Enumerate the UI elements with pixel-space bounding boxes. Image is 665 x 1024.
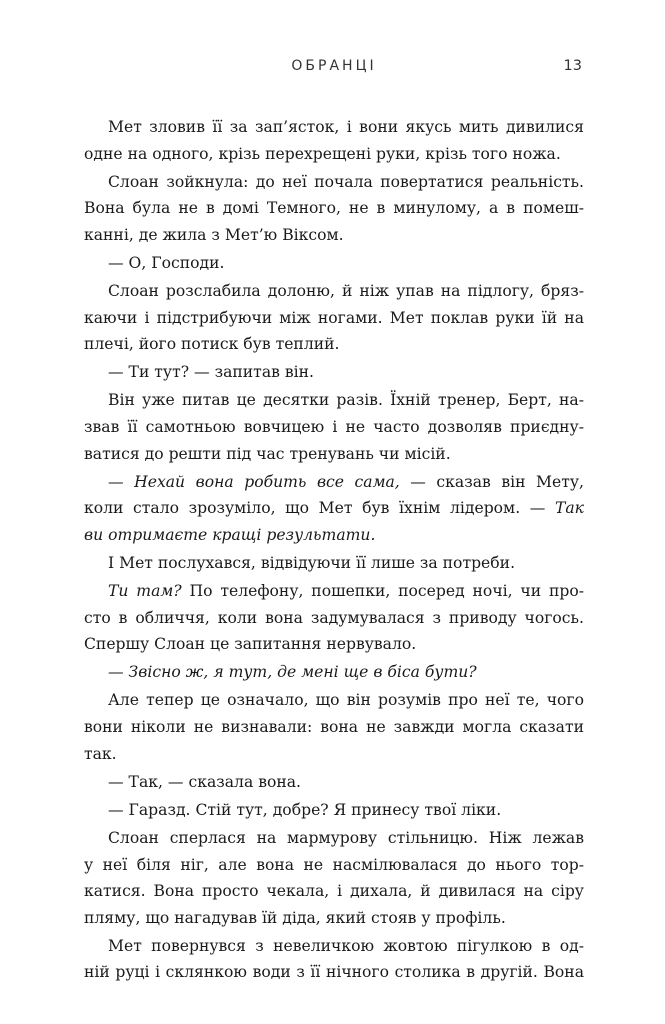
text-line: — О, Господи.	[108, 253, 225, 272]
text-line: ній руці і склянкою води з її нічного столика в другій. Вона	[84, 963, 584, 982]
text-line: плечі, його потиск був теплий.	[84, 335, 340, 354]
text-line	[84, 495, 584, 522]
text-line: одне на одного, крізь перехрещені руки, крізь того ножа.	[84, 144, 561, 163]
italic-span: Ти там?	[108, 582, 182, 601]
text-line: сто в обличчя, коли вона задумувалася з приводу чогось.	[84, 608, 584, 627]
body-text	[84, 114, 584, 986]
italic-span: — Нехай вона робить все сама,	[108, 472, 400, 491]
text-line	[84, 578, 584, 605]
text-line: Спершу Слоан це запитання нервувало.	[84, 635, 417, 654]
text-line: канні, де жила з Мет’ю Віксом.	[84, 225, 344, 244]
italic-span: — Звісно ж, я тут, де мені ще в біса бути?	[108, 663, 477, 682]
text-line: Мет повернувся з невеличкою жовтою пігулкою в од-	[108, 936, 584, 955]
text-line: вони ніколи не визнавали: вона не завжди могла сказати	[84, 718, 584, 737]
text-line: ватися до решти під час тренувань чи місій.	[84, 444, 451, 463]
page-number: 13	[563, 58, 582, 74]
text-line: — Так, — сказала вона.	[108, 772, 302, 791]
text-line: катися. Вона просто чекала, і дихала, й дивилася на сіру	[84, 882, 584, 901]
italic-span: Так	[554, 499, 584, 518]
page-header	[84, 58, 584, 86]
text-line	[84, 659, 584, 686]
text-line	[84, 469, 584, 496]
text-line: Він уже питав це десятки разів. Їхній тренер, Берт, на-	[108, 391, 584, 410]
text-line: так.	[84, 744, 117, 763]
italic-span: ви отримаєте кращі результати.	[84, 525, 376, 544]
text-line: — Ти тут? — запитав він.	[108, 363, 314, 382]
text-line: Слоан сперлася на мармурову стільницю. Ніж лежав	[108, 828, 584, 847]
text-line: звав її самотньою вовчицею і не часто дозволяв приєдну-	[84, 418, 584, 437]
text-line: Вона була не в домі Темного, не в минулому, а в помеш-	[84, 199, 584, 218]
text-line: Слоан зойкнула: до неї почала повертатися реальність.	[108, 172, 584, 191]
text-line: Але тепер це означало, що він розумів про неї те, чого	[108, 691, 584, 710]
text-span: — сказав він Мету,	[399, 472, 584, 491]
text-span: По телефону, пошепки, посеред ночі, чи про-	[181, 582, 584, 601]
text-line: Мет зловив її за зап’ясток, і вони якусь мить дивилися	[108, 118, 584, 136]
text-line: І Мет послухався, відвідуючи її лише за потреби.	[108, 554, 516, 572]
running-title: ОБРАНЦІ	[291, 58, 377, 74]
text-line: пляму, що нагадував їй діда, який стояв у профіль.	[84, 908, 506, 927]
text-line: Слоан розслабила долоню, й ніж упав на підлогу, бряз-	[108, 282, 584, 301]
text-line: каючи і підстрибуючи між ногами. Мет поклав руки їй на	[84, 308, 584, 327]
text-span: коли стало зрозуміло, що Мет був їхнім лідером. —	[84, 499, 555, 518]
text-line: — Гаразд. Стій тут, добре? Я принесу твої ліки.	[108, 800, 502, 819]
text-line: у неї біля ніг, але вона не насмілювалася до нього тор-	[84, 855, 584, 874]
text-line	[84, 522, 584, 549]
